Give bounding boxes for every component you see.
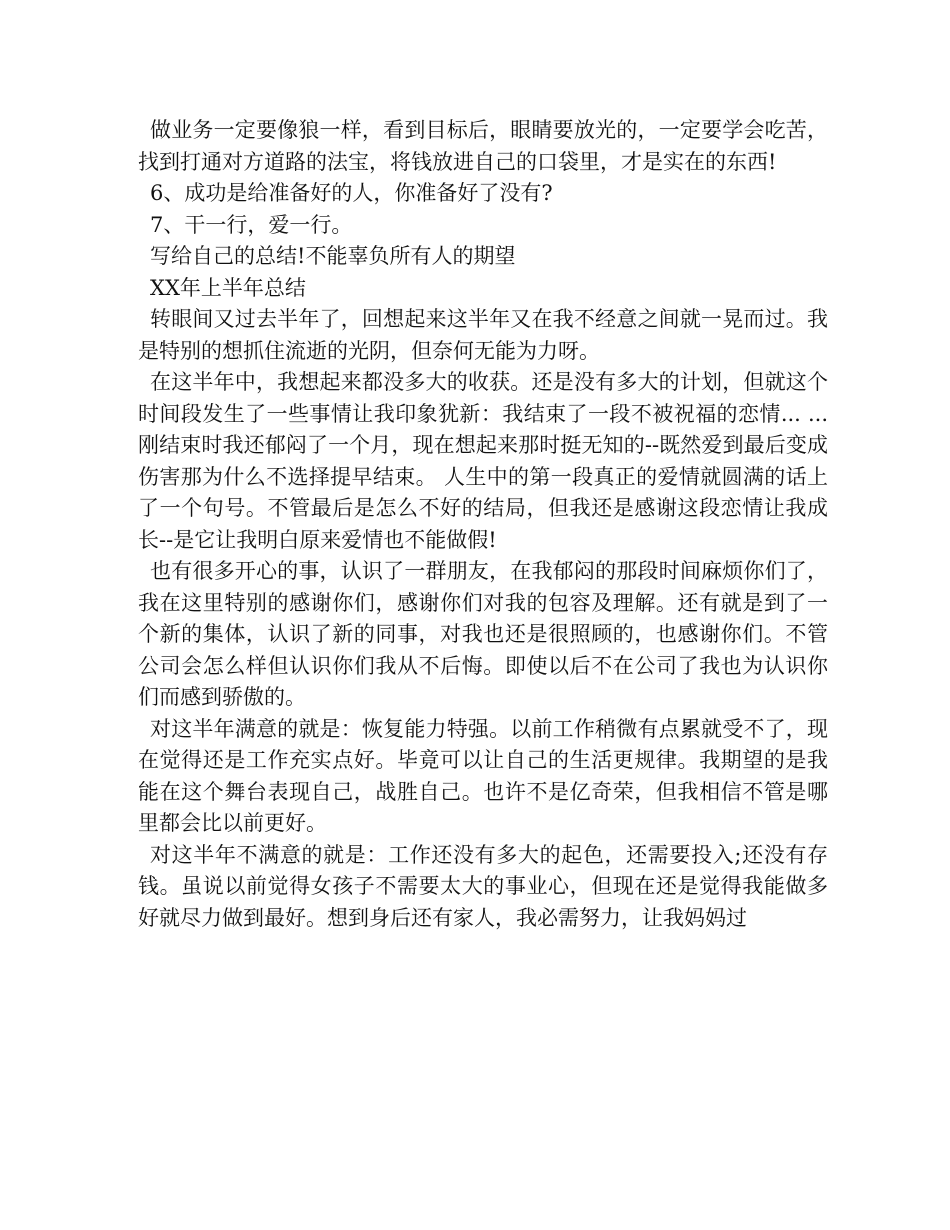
paragraph-unsatisfied: 对这半年不满意的就是：工作还没有多大的起色，还需要投入;还没有存钱。虽说以前觉得女孩子不需要太大的事业心，但现在还是觉得我能做多好就尽力做到最好。想到身后还有家人，我必需努力，让我妈妈过 [138,842,828,930]
paragraph-item-6: 6、成功是给准备好的人，你准备好了没有? [150,181,553,205]
section-heading: 写给自己的总结!不能辜负所有人的期望 [150,244,516,268]
paragraph-friends: 也有很多开心的事，认识了一群朋友，在我郁闷的那段时间麻烦你们了，我在这里特别的感谢你们，感谢你们对我的包容及理解。还有就是到了一个新的集体，认识了新的同事，对我也还是很照顾的，也感谢你们。不管公司会怎么样但认识你们我从不后悔。即使以后不在公司了我也为认识你们而感到骄傲的。 [138,559,828,709]
paragraph-item-7: 7、干一行，爱一行。 [150,212,353,237]
document-page [138,115,828,934]
summary-title: XX年上半年总结 [150,275,306,300]
paragraph-relationship: 在这半年中，我想起来都没多大的收获。还是没有多大的计划，但就这个时间段发生了一些事情让我印象犹新：我结束了一段不被祝福的恋情... ... 刚结束时我还郁闷了一个月，现在想起来那时挺无知的--既然爱到最后变成伤害那为什么不选择提早结束。 人生中的第一段真正的爱情就圆满的话上了一个句号。不管最后是怎么不好的结局，但我还是感谢这段恋情让我成长--是它让我明白原来爱情也不能做假! [138,370,828,552]
paragraph-half-year-passed: 转眼间又过去半年了，回想起来这半年又在我不经意之间就一晃而过。我是特别的想抓住流逝的光阴，但奈何无能为力呀。 [138,307,828,363]
paragraph-satisfied: 对这半年满意的就是：恢复能力特强。以前工作稍微有点累就受不了，现在觉得还是工作充实点好。毕竟可以让自己的生活更规律。我期望的是我能在这个舞台表现自己，战胜自己。也许不是亿奇荣，但我相信不管是哪里都会比以前更好。 [138,716,828,835]
paragraph-sales-like-wolf: 做业务一定要像狼一样，看到目标后，眼睛要放光的，一定要学会吃苦，找到打通对方道路的法宝，将钱放进自己的口袋里，才是实在的东西! [138,118,828,174]
